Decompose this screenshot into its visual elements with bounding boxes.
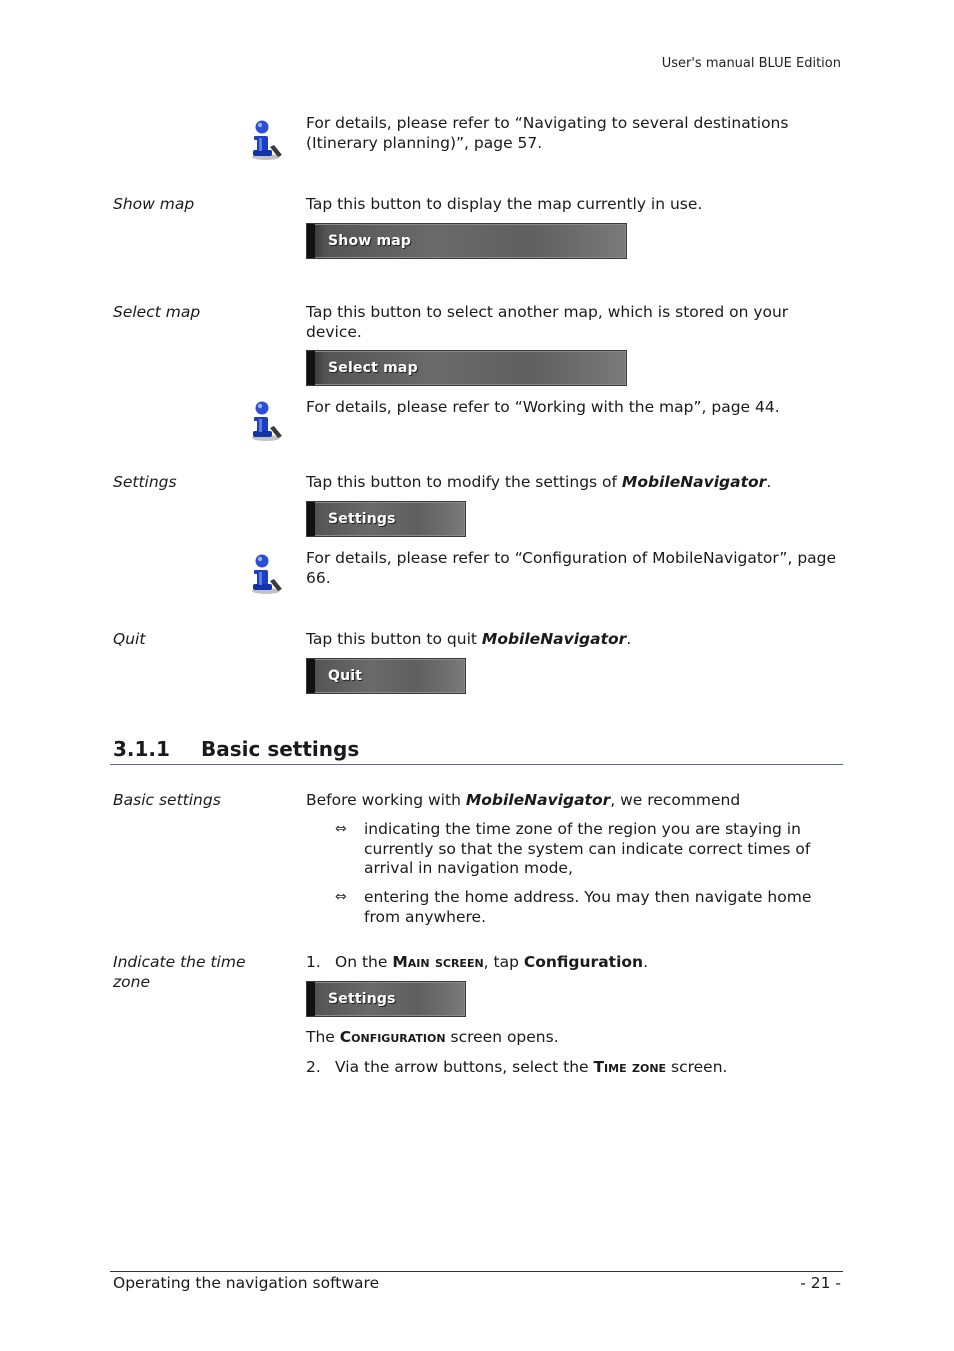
- step-1: On the Main screen, tap Configuration.: [335, 953, 648, 971]
- settings-description: Tap this button to modify the settings of MobileNavigator.: [306, 473, 772, 491]
- info-icon: [244, 398, 284, 442]
- quit-button[interactable]: Quit: [306, 658, 466, 694]
- label-show-map: Show map: [113, 195, 195, 213]
- info-icon: [244, 117, 284, 161]
- heading-divider: [110, 764, 843, 765]
- product-name: MobileNavigator: [481, 630, 627, 648]
- label-basic-settings: Basic settings: [113, 791, 221, 809]
- section-number: 3.1.1: [113, 737, 170, 761]
- label-quit: Quit: [113, 630, 146, 648]
- screen-name: Time zone: [593, 1058, 667, 1076]
- show-map-description: Tap this button to display the map currently in use.: [306, 195, 703, 213]
- label-indicate-time-zone: Indicate the time zone: [113, 953, 246, 991]
- section-heading: [113, 737, 359, 761]
- settings-button[interactable]: Settings: [306, 501, 466, 537]
- bullet-arrow-icon: ⇔: [335, 889, 347, 905]
- header-title: User's manual BLUE Edition: [661, 56, 841, 71]
- select-map-button[interactable]: Select map: [306, 350, 627, 386]
- product-name: MobileNavigator: [621, 473, 767, 491]
- page-number: - 21 -: [800, 1274, 841, 1292]
- footer-chapter: Operating the navigation software: [113, 1274, 380, 1292]
- show-map-button[interactable]: Show map: [306, 223, 627, 259]
- note-map: For details, please refer to “Working with the map”, page 44.: [306, 398, 780, 416]
- configuration-opens: The Configuration screen opens.: [306, 1028, 559, 1046]
- product-name: MobileNavigator: [465, 791, 611, 809]
- step-2: Via the arrow buttons, select the Time zone screen.: [335, 1058, 728, 1076]
- info-icon: [244, 551, 284, 595]
- bullet-home-address: entering the home address. You may then navigate home from anywhere.: [364, 888, 812, 926]
- bullet-time-zone: indicating the time zone of the region you are staying in currently so that the system can indicate correct times of arrival in navigation mode,: [364, 820, 811, 877]
- basic-settings-intro: Before working with MobileNavigator, we recommend: [306, 791, 741, 809]
- quit-description: Tap this button to quit MobileNavigator.: [306, 630, 632, 648]
- label-select-map: Select map: [113, 303, 201, 321]
- section-title: Basic settings: [201, 737, 360, 761]
- screen-name: Main screen: [392, 953, 484, 971]
- screen-name: Configuration: [339, 1028, 446, 1046]
- note-configuration: For details, please refer to “Configuration of MobileNavigator”, page 66.: [306, 549, 837, 587]
- note-itinerary: For details, please refer to “Navigating to several destinations (Itinerary planning)”, page 57.: [306, 114, 789, 152]
- step-number: 2.: [306, 1058, 321, 1076]
- label-settings: Settings: [113, 473, 177, 491]
- bullet-arrow-icon: ⇔: [335, 821, 347, 837]
- step-number: 1.: [306, 953, 321, 971]
- settings-button-2[interactable]: Settings: [306, 981, 466, 1017]
- configuration-label: Configuration: [523, 953, 644, 971]
- select-map-description: Tap this button to select another map, which is stored on your device.: [306, 303, 789, 341]
- footer-divider: [110, 1271, 843, 1272]
